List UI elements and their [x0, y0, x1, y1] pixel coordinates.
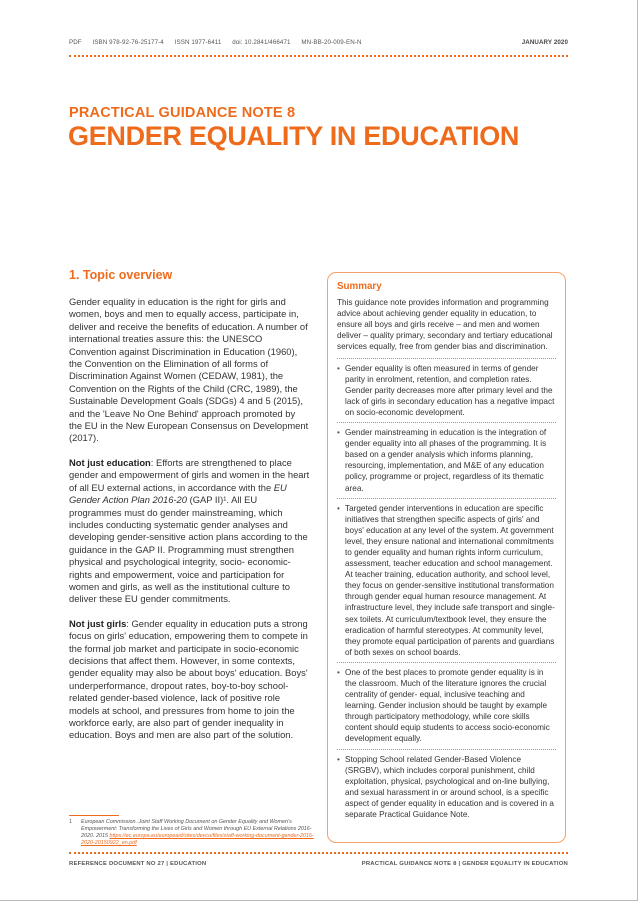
summary-list [337, 358, 556, 825]
summary-item: • One of the best places to promote gender equality is in the classroom. Much of the literature ignores the crucial centrality of gender- equal, inclusive teaching and learning. Gender inclusion should be taught by example through participatory methodology, while core skills content should equip students to access socio-economic development equally. [337, 662, 556, 749]
lead-not-just-girls: Not just girls [69, 617, 127, 629]
meta-issn: ISSN 1977-6411 [174, 39, 222, 46]
footnote-divider [69, 815, 119, 816]
footer-left: REFERENCE DOCUMENT NO 27 | EDUCATION [69, 861, 207, 867]
section-heading: 1. Topic overview [69, 268, 173, 282]
paragraph-text: : Gender equality in education puts a strong focus on girls' education, empowering them to compete in the formal job market and participate in socio-economic decisions that affect them. However, in some contexts, gender equality may also be about boys' education. Boys' underperformance, dropout rates, boy-to-boy school-related gender-based violence, lack of positive role models at school, and pressures from home to join the workforce early, are also part of gender inequality in education. Boys and men are also part of the solution. [69, 617, 308, 741]
footnote [69, 819, 319, 847]
body-text [69, 296, 310, 754]
paragraph-intro: Gender equality in education is the right for girls and women, boys and men to equally access, participate in, deliver and receive the benefits of education. A number of international treaties assure this: the UNESCO Convention against Discrimination in Education (1960), the Convention on the Elimination of all forms of Discrimination Against Women (CEDAW, 1981), the Convention on the Rights of the Child (CRC, 1989), the Sustainable Development Goals (SDGs) 4 and 5 (2015), and the 'Leave No One Behind' approach promoted by the EU in the New European Consensus on Development (2017). [69, 296, 309, 444]
footnote-link[interactable]: https://ec.europa.eu/europeaid/sites/devco/files/staff-working-document-gender-2016-2020-20150922_en.pdf [81, 833, 314, 847]
footer-right: PRACTICAL GUIDANCE NOTE 8 | GENDER EQUALITY IN EDUCATION [361, 861, 568, 867]
summary-item: • Gender equality is often measured in terms of gender parity in enrolment, retention, and completion rates. Gender parity decreases more after primary level and the lack of girls in secondary education has a negative impact on socio-economic development. [337, 358, 556, 422]
summary-box [327, 272, 566, 843]
footnote-body [69, 819, 319, 847]
paragraph-not-just-education [69, 457, 310, 606]
document-title: GENDER EQUALITY IN EDUCATION [68, 121, 520, 151]
summary-item: • Stopping School related Gender-Based Violence (SRGBV), which includes corporal punishment, child exploitation, physical, psychological and on-line bullying, and sexual harassment in or around school, is a specific aspect of gender equality in education and is covered in a separate Practical Guidance Note. [337, 749, 556, 825]
top-divider [69, 55, 568, 57]
footnote-text: European Commission. Joint Staff Working Document on Gender Equality and Women's Empowerment: Transforming the Lives of Girls and Women through EU External Relations 2016-2020. 2015 [81, 819, 312, 840]
summary-item: • Gender mainstreaming in education is the integration of gender equality into all phases of the programming. It is based on a gender analysis which informs planning, resourcing, implementation, and M&E of any education policy, programme or project, regardless of its thematic area. [337, 422, 556, 498]
page-footer [69, 861, 568, 867]
summary-item: • Targeted gender interventions in education are specific initiatives that strengthen specific aspects of girls' and boys' education at any level of the system. At government level, they ensure national and international commitments to gender equality and human rights inform curriculum, assessment, teacher education and school management. At teacher training, education authority, and school level, they focus on gender-sensitive institutional transformation through gender equal human resource management. At infrastructure level, they include safe transport and single-sex toilets. At curriculum/textbook level, they ensure the eradication of harmful stereotypes. At community level, they promote equal participation of parents and guardians of both sexes on school boards. [337, 498, 556, 662]
gap-reference: EU Gender Action Plan 2016-20 [69, 481, 287, 506]
document-subtitle: PRACTICAL GUIDANCE NOTE 8 [69, 105, 296, 121]
summary-title: Summary [337, 281, 382, 292]
lead-not-just-education: Not just education [69, 456, 151, 468]
meta-doi: doi: 10.2841/466471 [232, 39, 291, 46]
bottom-divider [69, 852, 568, 854]
footnote-number: 1 [69, 819, 72, 825]
summary-intro: This guidance note provides information and programming advice about achieving gender equality in education, to ensure all boys and girls receive – and men and women deliver – quality primary, secondary and tertiary educational services equally, free from gender bias and discrimination. [337, 298, 553, 352]
paragraph-text: (GAP II)¹. All EU programmes must do gender mainstreaming, which includes conducting systematic gender analyses and developing gender-sensitive action plans according to the guidance in the GAP II. Programming must strengthen physical and psychological integrity, socio- economic-rights and empowerment, voice and participation for women and girls, as well as the institutional culture to deliver these EU gender commitments. [69, 494, 308, 605]
paragraph-not-just-girls [69, 618, 310, 742]
meta-isbn: ISBN 978-92-76-25177-4 [92, 39, 164, 46]
meta-catalogue: MN-BB-20-009-EN-N [301, 39, 362, 46]
meta-date: JANUARY 2020 [521, 39, 568, 46]
meta-identifiers [69, 39, 371, 46]
meta-pdf: PDF [69, 39, 82, 46]
paragraph-text: : Efforts are strengthened to place gender and empowerment of girls and women in the heart of all EU external actions, in accordance with the [69, 456, 310, 493]
publication-meta [69, 39, 568, 46]
